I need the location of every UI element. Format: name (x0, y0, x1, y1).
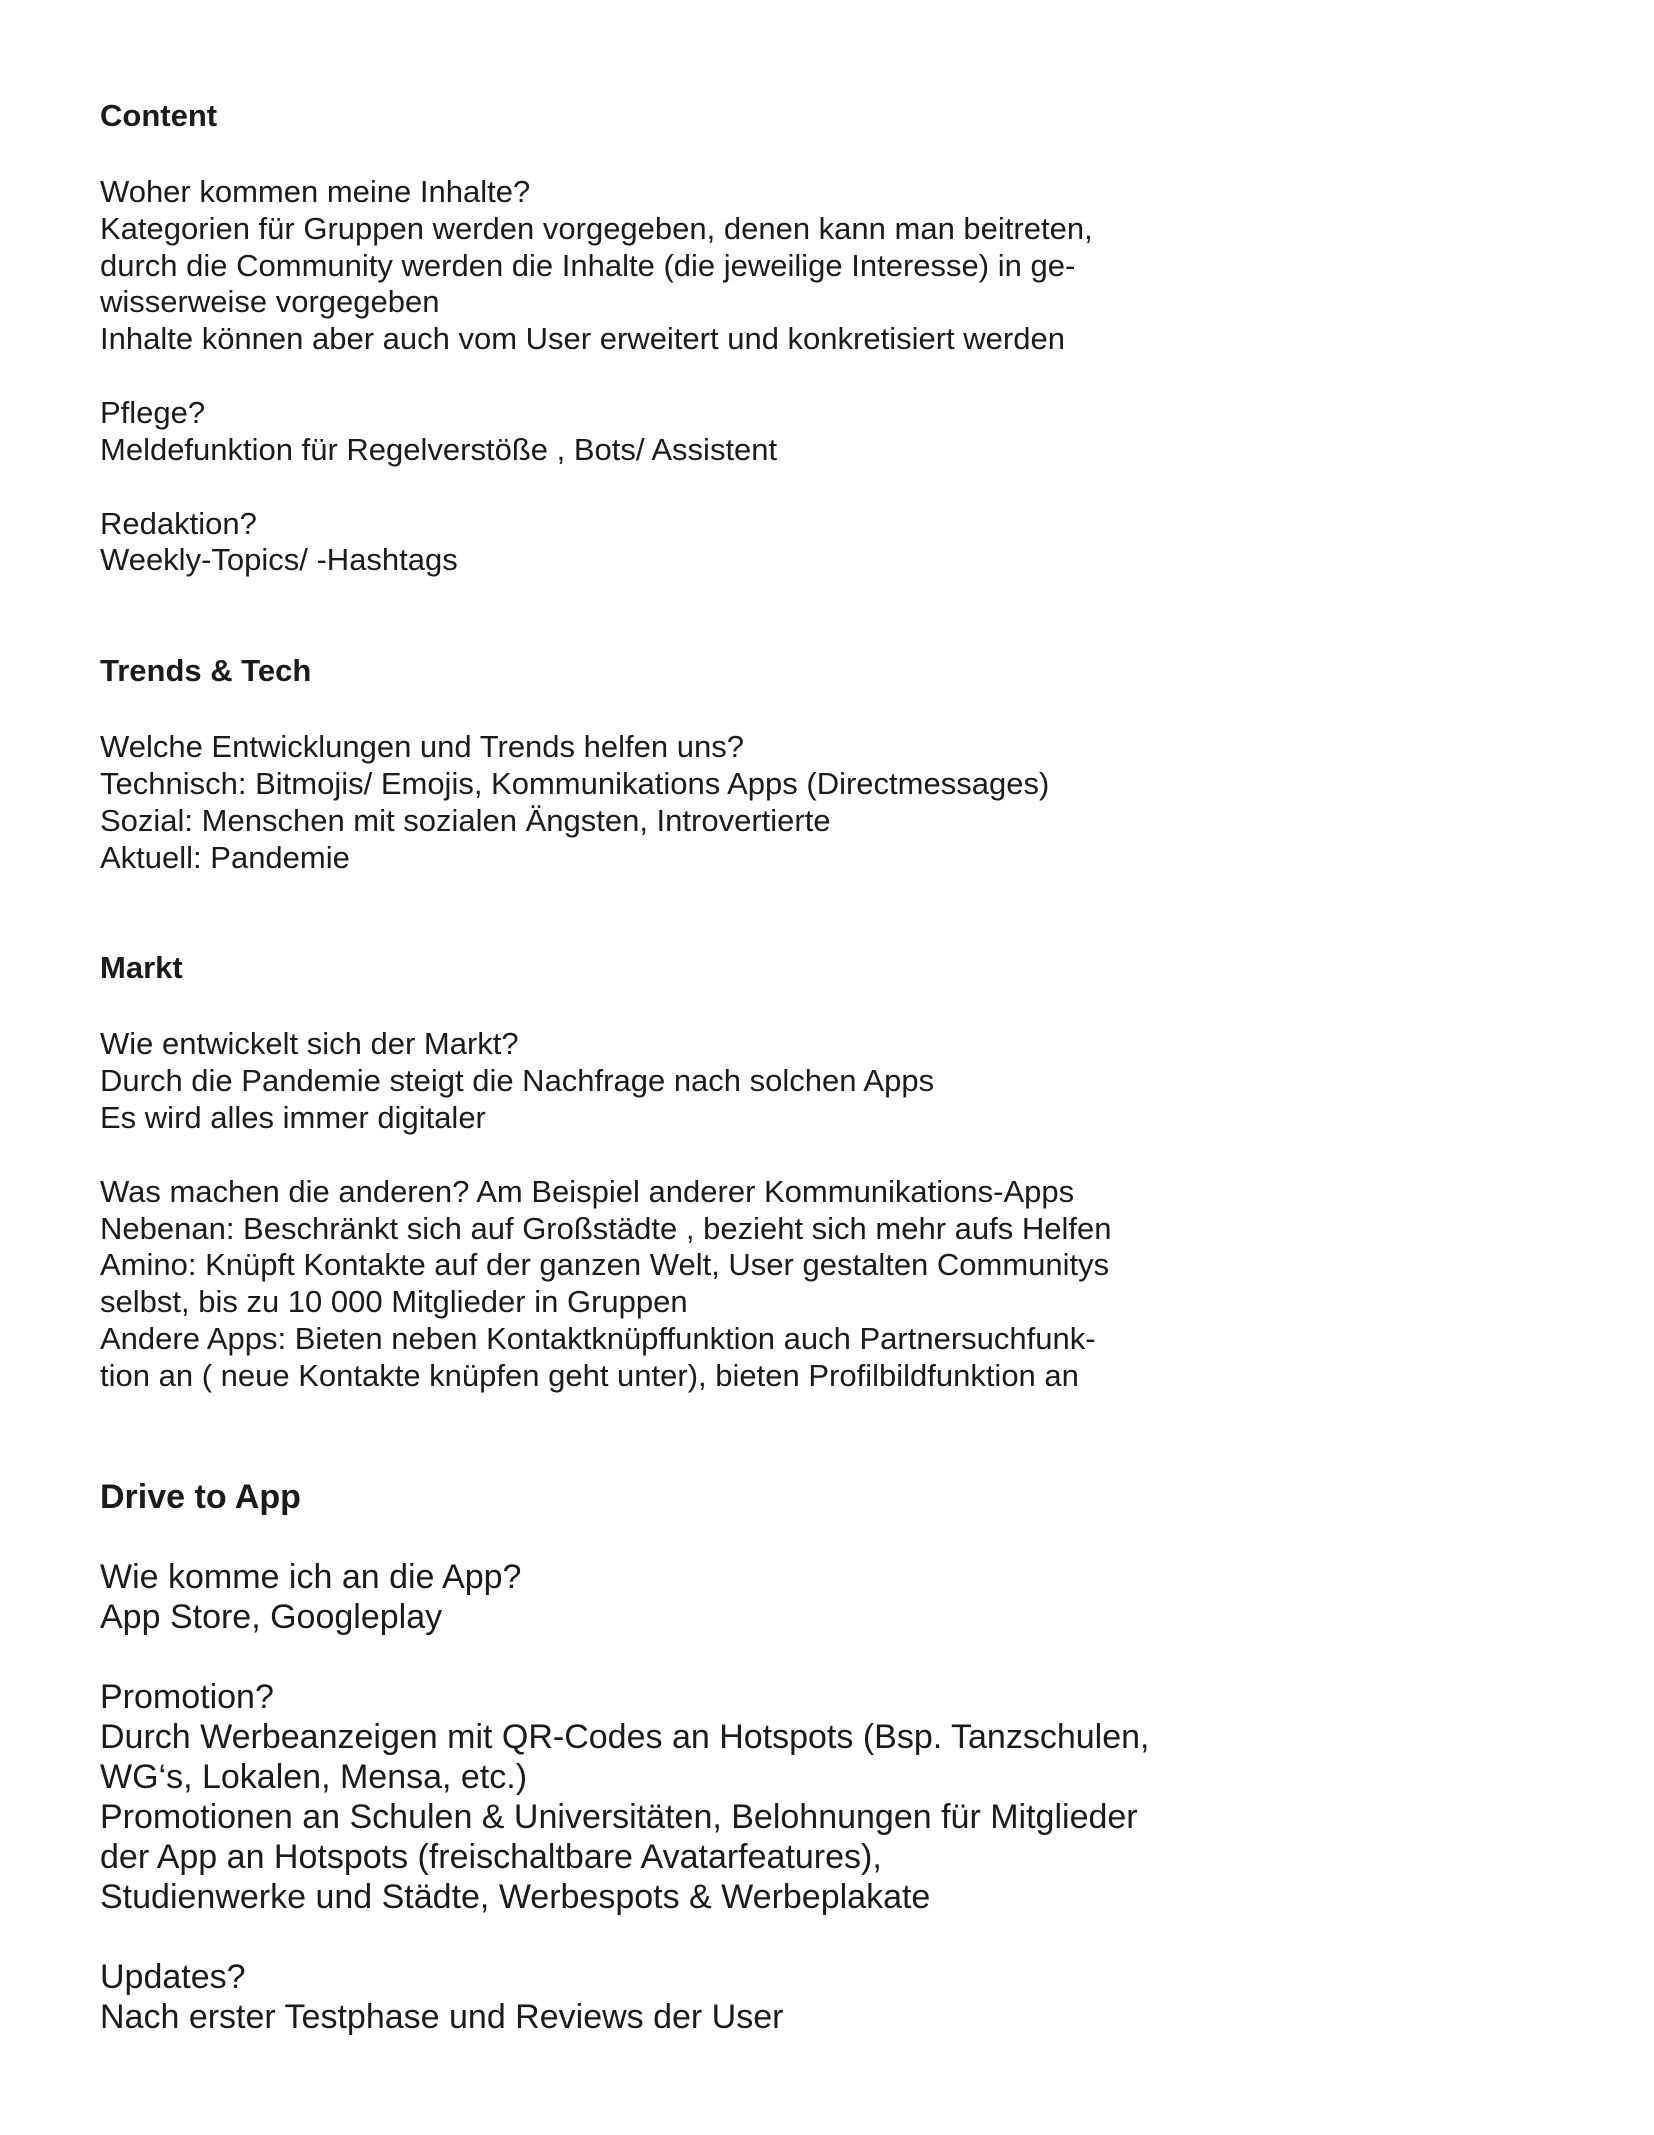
heading-trends-tech: Trends & Tech (100, 653, 312, 689)
paragraph-line: Promotionen an Schulen & Universitäten, Belohnungen für Mitglieder (100, 1797, 1138, 1836)
question-content-sources: Woher kommen meine Inhalte? (100, 174, 531, 209)
section-trends-tech (100, 653, 1340, 876)
paragraph-line: WG‘s, Lokalen, Mensa, etc.) (100, 1757, 528, 1796)
paragraph-line: Andere Apps: Bieten neben Kontaktknüpffunktion auch Partnersuchfunk- (100, 1320, 1096, 1356)
paragraph-line: Nebenan: Beschränkt sich auf Großstädte , bezieht sich mehr aufs Helfen (100, 1210, 1112, 1246)
paragraph-line: der App an Hotspots (freischaltbare Avatarfeatures), (100, 1837, 882, 1876)
paragraph-line: Meldefunktion für Regelverstöße , Bots/ Assistent (100, 431, 778, 467)
paragraph-line: durch die Community werden die Inhalte (die jeweilige Interesse) in ge- (100, 247, 1076, 283)
heading-content: Content (100, 98, 218, 133)
paragraph-line: App Store, Googleplay (100, 1597, 443, 1636)
paragraph-line: Studienwerke und Städte, Werbespots & Werbeplakate (100, 1877, 931, 1916)
question-updates: Updates? (100, 1957, 246, 1996)
section-drive-to-app (100, 1477, 1340, 2037)
question-promotion: Promotion? (100, 1677, 274, 1716)
document-page (100, 98, 1340, 2037)
paragraph-line: tion an ( neue Kontakte knüpfen geht unter), bieten Profilbildfunktion an (100, 1357, 1079, 1393)
paragraph-line: Es wird alles immer digitaler (100, 1099, 486, 1135)
paragraph-line: Nach erster Testphase und Reviews der User (100, 1997, 784, 2036)
paragraph-line: Durch Werbeanzeigen mit QR-Codes an Hotspots (Bsp. Tanzschulen, (100, 1717, 1150, 1756)
paragraph-line: Amino: Knüpft Kontakte auf der ganzen Welt, User gestalten Communitys (100, 1247, 1110, 1283)
section-content (100, 98, 1340, 579)
question-access: Wie komme ich an die App? (100, 1557, 522, 1596)
paragraph-line: Sozial: Menschen mit sozialen Ängsten, Introvertierte (100, 802, 831, 838)
question-markt: Wie entwickelt sich der Markt? (100, 1026, 519, 1062)
paragraph-line: Aktuell: Pandemie (100, 839, 350, 875)
paragraph-line: wisserweise vorgegeben (100, 284, 440, 320)
question-trends: Welche Entwicklungen und Trends helfen uns? (100, 729, 744, 765)
question-redaktion: Redaktion? (100, 505, 257, 541)
paragraph-line: Durch die Pandemie steigt die Nachfrage nach solchen Apps (100, 1063, 935, 1099)
paragraph-line: Inhalte können aber auch vom User erweitert und konkretisiert werden (100, 321, 1065, 357)
paragraph-line: Weekly-Topics/ -Hashtags (100, 542, 458, 578)
section-markt (100, 950, 1340, 1394)
heading-markt: Markt (100, 950, 183, 986)
paragraph-line: selbst, bis zu 10 000 Mitglieder in Gruppen (100, 1284, 688, 1320)
heading-drive-to-app: Drive to App (100, 1477, 301, 1516)
question-competitors: Was machen die anderen? Am Beispiel anderer Kommunikations-Apps (100, 1173, 1075, 1209)
paragraph-line: Technisch: Bitmojis/ Emojis, Kommunikations Apps (Directmessages) (100, 765, 1050, 801)
paragraph-line: Kategorien für Gruppen werden vorgegeben, denen kann man beitreten, (100, 210, 1093, 246)
question-pflege: Pflege? (100, 394, 206, 430)
